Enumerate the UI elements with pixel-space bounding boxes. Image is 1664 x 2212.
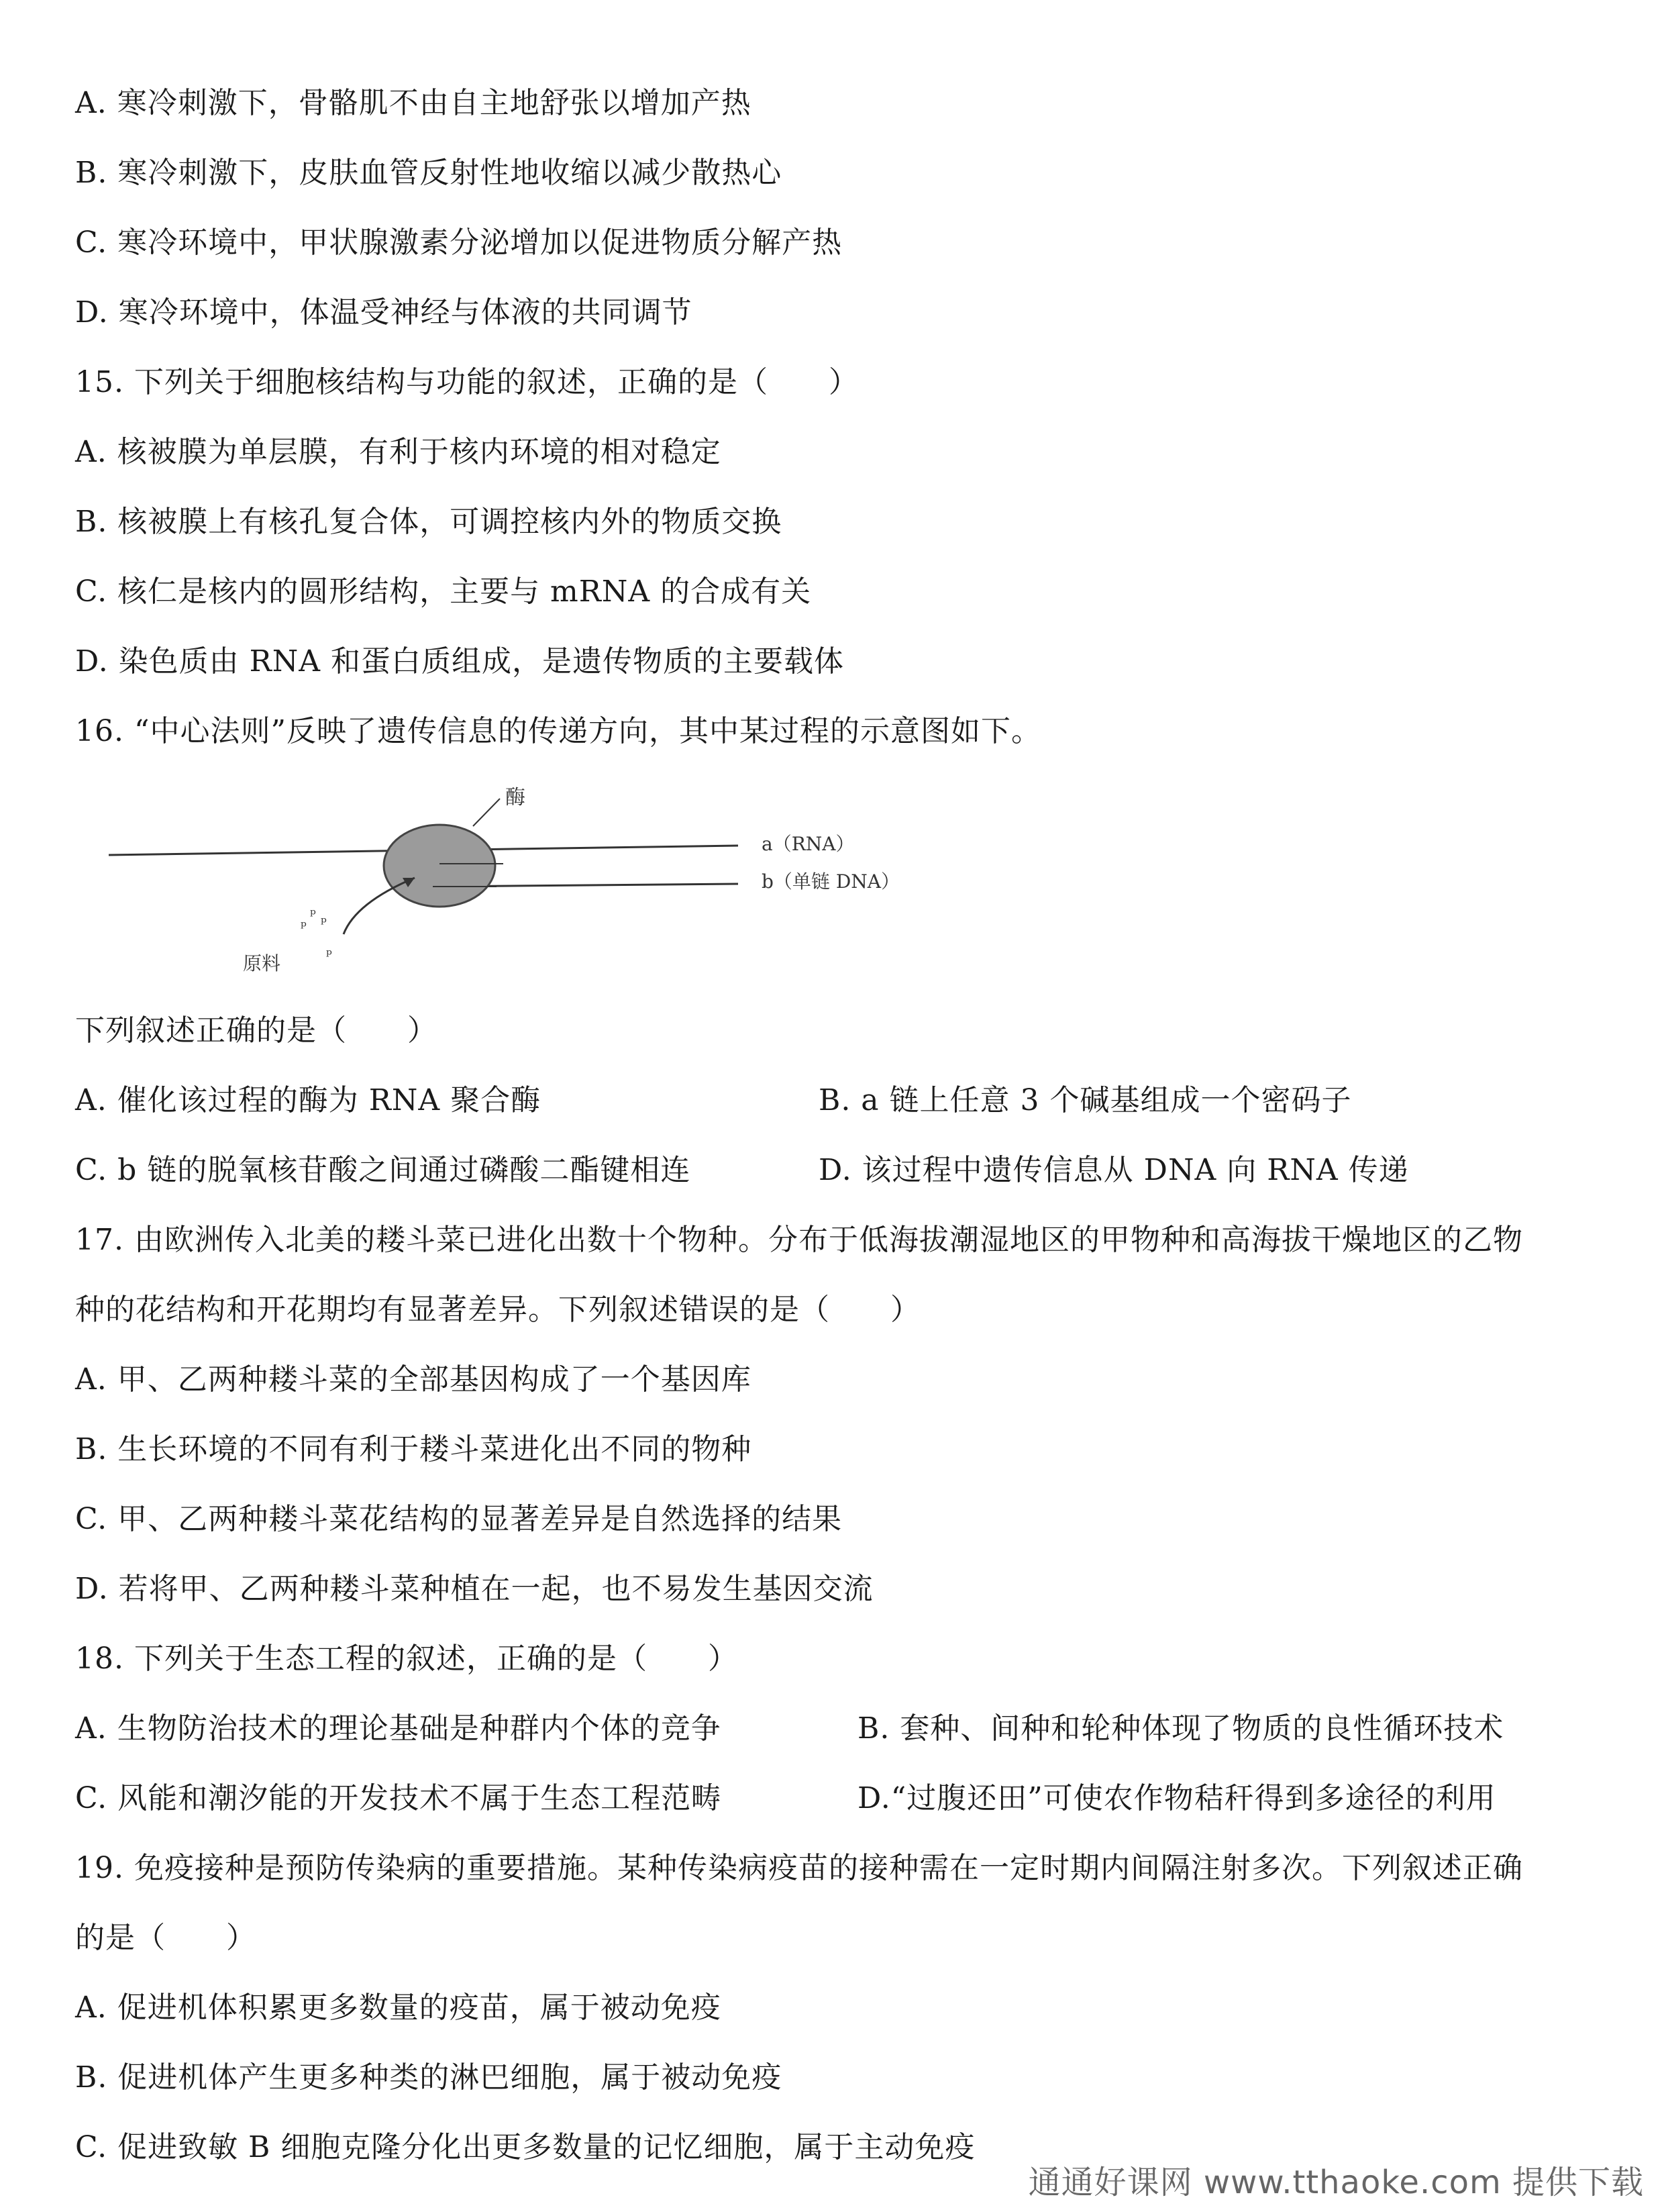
q15-option-a: A. 核被膜为单层膜，有利于核内环境的相对稳定 (75, 435, 721, 469)
svg-text:ᵖ: ᵖ (301, 919, 307, 936)
q18-option-c: C. 风能和潮汐能的开发技术不属于生态工程范畴 (75, 1781, 722, 1815)
q17-stem-cont: 种的花结构和开花期均有显著差异。下列叙述错误的是（ ） (75, 1293, 921, 1327)
q14-option-b: B. 寒冷刺激下，皮肤血管反射性地收缩以减少散热心 (75, 156, 782, 190)
enzyme-pointer (473, 799, 500, 826)
q16-option-c: C. b 链的脱氧核苷酸之间通过磷酸二酯键相连 (75, 1153, 691, 1187)
strand-b-label: b（单链 DNA） (762, 870, 900, 893)
q19-option-a: A. 促进机体积累更多数量的疫苗，属于被动免疫 (75, 1991, 721, 2025)
enzyme-label: 酶 (505, 786, 525, 809)
q15-option-d: D. 染色质由 RNA 和蛋白质组成，是遗传物质的主要载体 (75, 644, 845, 678)
q16-option-d: D. 该过程中遗传信息从 DNA 向 RNA 传递 (819, 1153, 1409, 1187)
svg-text:ᵖ: ᵖ (310, 907, 316, 923)
q16-stem: 16. “中心法则”反映了遗传信息的传递方向，其中某过程的示意图如下。 (75, 714, 1041, 748)
q18-option-d: D.“过腹还田”可使农作物秸秆得到多途径的利用 (857, 1781, 1496, 1815)
q19-stem-cont: 的是（ ） (75, 1921, 256, 1955)
site-watermark: 通通好课网 www.tthaoke.com 提供下载 (1028, 2164, 1644, 2201)
strand-a-label: a（RNA） (762, 833, 855, 855)
q16-option-a: A. 催化该过程的酶为 RNA 聚合酶 (75, 1083, 541, 1117)
q14-option-d: D. 寒冷环境中，体温受神经与体液的共同调节 (75, 295, 692, 330)
q17-option-b: B. 生长环境的不同有利于耧斗菜进化出不同的物种 (75, 1432, 752, 1466)
q16-option-b: B. a 链上任意 3 个碱基组成一个密码子 (819, 1083, 1352, 1117)
q17-option-a: A. 甲、乙两种耧斗菜的全部基因构成了一个基因库 (75, 1362, 751, 1397)
q19-option-b: B. 促进机体产生更多种类的淋巴细胞，属于被动免疫 (75, 2060, 782, 2095)
q17-stem: 17. 由欧洲传入北美的耧斗菜已进化出数十个物种。分布于低海拔潮湿地区的甲物种和高海拔干燥地区的乙物 (75, 1223, 1523, 1257)
q16-question: 下列叙述正确的是（ ） (75, 1013, 437, 1048)
enzyme-shape (384, 825, 495, 907)
q14-option-a: A. 寒冷刺激下，骨骼肌不由自主地舒张以增加产热 (75, 86, 751, 120)
q15-stem: 15. 下列关于细胞核结构与功能的叙述，正确的是（ ） (75, 365, 859, 399)
q19-stem: 19. 免疫接种是预防传染病的重要措施。某种传染病疫苗的接种需在一定时期内间隔注射多次。下列叙述正确 (75, 1851, 1523, 1885)
q15-option-b: B. 核被膜上有核孔复合体，可调控核内外的物质交换 (75, 505, 782, 539)
q17-option-d: D. 若将甲、乙两种耧斗菜种植在一起，也不易发生基因交流 (75, 1572, 874, 1606)
q18-option-b: B. 套种、间种和轮种体现了物质的良性循环技术 (857, 1711, 1504, 1746)
svg-text:ᵖ: ᵖ (321, 915, 327, 932)
raw-material-label: 原料 (243, 952, 281, 974)
q19-option-c: C. 促进致敏 B 细胞克隆分化出更多数量的记忆细胞，属于主动免疫 (75, 2130, 976, 2164)
raw-material-nucleotides (301, 907, 332, 964)
q14-option-c: C. 寒冷环境中，甲状腺激素分泌增加以促进物质分解产热 (75, 225, 843, 260)
svg-text:ᵖ: ᵖ (326, 947, 332, 964)
q15-option-c: C. 核仁是核内的圆形结构，主要与 mRNA 的合成有关 (75, 574, 812, 609)
q18-option-a: A. 生物防治技术的理论基础是种群内个体的竞争 (75, 1711, 721, 1746)
q18-stem: 18. 下列关于生态工程的叙述，正确的是（ ） (75, 1642, 738, 1676)
transcription-diagram (101, 778, 973, 980)
q17-option-c: C. 甲、乙两种耧斗菜花结构的显著差异是自然选择的结果 (75, 1502, 843, 1536)
